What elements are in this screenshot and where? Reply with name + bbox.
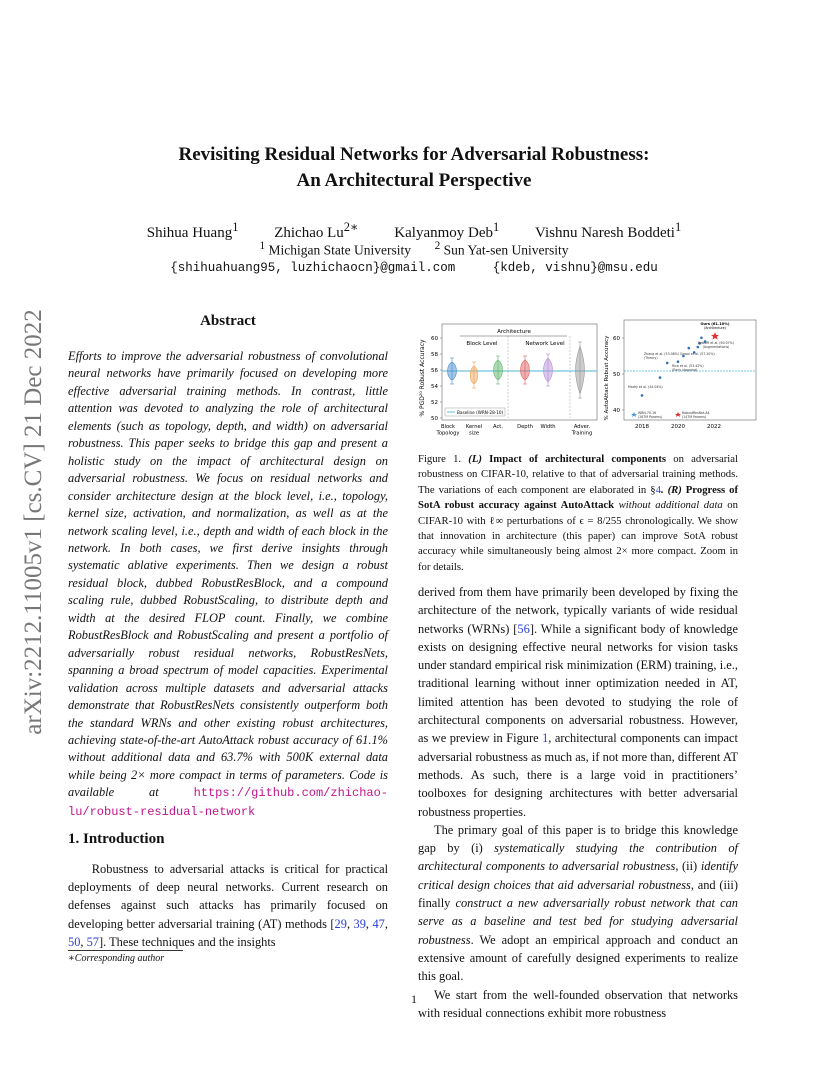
category-label: Block: [440, 424, 456, 430]
category-label: Training: [571, 430, 593, 437]
right-y-ticks: [613, 336, 624, 414]
left-y-tick-label: 50: [431, 416, 438, 422]
point-label: Gowal et al. (57.20%): [680, 352, 715, 356]
arxiv-side-stamp: arXiv:2212.11005v1 [cs.CV] 21 Dec 2022: [20, 309, 47, 735]
paragraph: The primary goal of this paper is to bridge this knowledge gap by (i) systematically studying the contribution of architectural components to adversarial robustness, (ii) identify critical design choices that aid adversarial robustness, and (iii) finally construct a new adversarially robust network that can serve as a baseline and test bed for studying adversarial robustness. We adopt an empirical approach and conduct an extensive amount of carefully designed experiments to realize this goal.: [418, 822, 738, 984]
right-y-tick-label: 50: [613, 372, 620, 378]
figure-right-panel: [604, 320, 756, 430]
point-label: (147M Params): [682, 415, 707, 419]
architecture-label: Architecture: [497, 329, 531, 335]
sota-point: [688, 347, 691, 350]
abstract-heading: Abstract: [200, 313, 256, 329]
citation-link[interactable]: 50: [68, 934, 81, 949]
author-list: [90, 219, 738, 242]
violins: [448, 342, 585, 398]
citation-link[interactable]: 29: [334, 916, 347, 931]
page-number: 1: [411, 992, 417, 1006]
figure-1-caption: Figure 1. (L) Impact of architectural components on adversarial robustness on CIFAR-10, relative to that of adversarial training methods. The variations of each component are elaborated in §4. (R) Progress of SotA robust accuracy against AutoAttack without additional data on CIFAR-10 with ℓ∞ perturbations of ϵ = 8/255 chronologically. We show that innovation in architecture (this paper) can improve SotA robust accuracy while simultaneously being almost 2× more compact. Zoom in for details.: [418, 453, 739, 573]
citation-link[interactable]: 57: [86, 934, 99, 949]
legend-star: [631, 412, 637, 417]
author: Vishnu Naresh Boddeti$^1$: [535, 220, 682, 241]
intro-paragraph: Robustness to adversarial attacks is critical for practical deployments of deep neural networks. Current research on defenses against such attacks has primarily focused on developing better adversarial training (AT) methods [29, 39, 47, 50, 57]. These techniques and the insights: [68, 862, 389, 949]
right-x-tick-label: 2022: [707, 424, 721, 430]
point-label: Madry et al. (44.04%): [628, 385, 663, 389]
title-line-2: An Architectural Perspective: [296, 170, 532, 191]
citation-link[interactable]: 56: [517, 621, 530, 636]
ours-star: [711, 332, 719, 340]
abstract-body: Efforts to improve the adversarial robustness of convolutional neural networks have primarily focused on developing more effective adversarial training methods. In contrast, little attention was devoted to analyzing the role of architectural elements (such as topology, depth, and width) on adversarial robustness. This paper seeks to bridge this gap and present a holistic study on the impact of architectural design on adversarial robustness. We focus on residual networks and consider architecture design at the block level, i.e., topology, kernel size, activation, and normalization, as well as at the network scaling level, i.e., depth and width of each block in the network. In both cases, we first derive insights through systematic ablative experiments. Then we design a robust residual block, dubbed RobustResBlock, and a compound scaling rule, dubbed RobustScaling, to distribute depth and width at the desired FLOP count. Finally, we combine RobustResBlock and RobustScaling and present a portfolio of adversarially robust residual networks, RobustResNets, spanning a broad spectrum of model capacities. Experimental validation across multiple datasets and adversarial attacks demonstrate that RobustResNets consistently outperform both the standard WRNs and other existing robust architectures, achieving state-of-the-art AutoAttack robust accuracy of 61.1% without additional data and 63.7% with 500K external data while being 2× more compact in terms of parameters. Code is available at https://github.com/zhichao-lu/robust-residual-network: [68, 349, 388, 819]
point-label: Rice et al. (53.42%): [672, 364, 704, 368]
category-label: size: [468, 430, 480, 437]
author: Zhichao $Lu^{2∗}$: [274, 220, 359, 241]
category-label: Topology: [436, 430, 460, 437]
affiliations: $^1$ Michigan State University $^2$ Sun Yat-sen University: [259, 240, 569, 258]
title-line-1: Revisiting Residual Networks for Adversarial Robustness:: [178, 144, 650, 165]
right-column-body: [418, 583, 738, 1022]
left-y-ticks: [431, 336, 442, 422]
right-x-tick-label: 2018: [635, 424, 649, 430]
point-label: Zhang et al. (53.08%): [644, 352, 679, 356]
right-y-tick-label: 40: [613, 408, 620, 414]
ours-sub: (Architecture): [703, 326, 727, 330]
figure-ref[interactable]: 1: [542, 731, 549, 746]
left-y-tick-label: 56: [431, 368, 438, 374]
network-level-label: Network Level: [525, 341, 565, 347]
category-label: Width: [540, 424, 556, 430]
point-label: (Early stopping): [672, 368, 698, 372]
email-2: {kdeb, vishnu}@msu.edu: [492, 261, 658, 275]
legend-baseline: Baseline (WRN-28-10): [457, 410, 504, 415]
block-level-label: Block Level: [466, 341, 498, 347]
figure-1: [412, 318, 759, 446]
legend-star: [675, 412, 681, 417]
left-ylabel: % PGD²⁰ Robust Accuracy: [419, 339, 426, 417]
category-label: Adver.: [573, 424, 591, 430]
sota-point-labels: [628, 341, 734, 419]
point-label: Rebuffi et al. (60.07%): [698, 341, 734, 345]
sota-point: [659, 376, 662, 379]
ours-label: Ours (61.10%): [700, 322, 730, 326]
point-label: RobustResNet-A4: [682, 411, 710, 415]
author: Shihua Huang$^1$: [146, 220, 239, 241]
point-label: WRN-70-16: [638, 411, 657, 415]
sota-point: [641, 394, 644, 397]
left-y-tick-label: 54: [431, 384, 438, 390]
left-y-tick-label: 52: [431, 400, 438, 406]
footnote: ∗Corresponding author: [68, 953, 165, 964]
figure-left-panel: [419, 324, 597, 437]
left-x-labels: [436, 424, 593, 437]
citation-link[interactable]: 39: [353, 916, 366, 931]
category-label: Depth: [517, 424, 533, 430]
footnote-rule: [68, 950, 183, 951]
right-ylabel: % AutoAttack Robust Accuracy: [604, 335, 610, 421]
category-label: Act.: [493, 424, 503, 430]
paragraph: derived from them have primarily been developed by fixing the architecture of the network, typically variants of wide residual networks (WRNs) [56]. While a significant body of knowledge exists on designing effective neural networks for vision tasks under standard empirical risk minimization (ERM) training, i.e., traditional learning without inner optimization needed in AT, limited attention has been devoted to studying the role of architectural components on adversarial robustness. However, as we preview in Figure 1, architectural components can impact adversarial robustness as much as, if not more than, different AT methods. As such, there is a large void in practitioners’ toolboxes for designing architectures with better adversarial robustness properties.: [418, 585, 738, 819]
right-y-tick-label: 60: [613, 336, 620, 342]
email-1: {shihuahuang95, luzhichaocn}@gmail.com: [170, 261, 456, 275]
point-label: (267M Params): [638, 415, 663, 419]
code-link[interactable]: https://github.com/zhichao-lu/robust-residual-network: [68, 786, 388, 819]
point-label: (Theory): [644, 356, 658, 360]
category-label: Kernel: [465, 424, 483, 430]
point-label: (Augmentations): [702, 345, 730, 349]
paragraph: We start from the well-founded observation that networks with residual connections exhibit more robustness: [418, 987, 738, 1020]
sota-point: [697, 346, 700, 349]
author: Kalyanmoy Deb$^1$: [394, 220, 500, 241]
citation-link[interactable]: 47: [372, 916, 385, 931]
left-y-tick-label: 60: [431, 336, 438, 342]
section-heading-introduction: 1. Introduction: [68, 831, 165, 847]
sota-point: [677, 360, 680, 363]
right-x-ticks: [635, 424, 721, 430]
paper-title: [90, 142, 738, 194]
emails: [90, 261, 738, 275]
sota-point: [666, 362, 669, 365]
right-x-tick-label: 2020: [671, 424, 685, 430]
sota-point: [700, 336, 703, 339]
left-y-tick-label: 58: [431, 352, 438, 358]
section-ref[interactable]: 4: [655, 483, 661, 496]
